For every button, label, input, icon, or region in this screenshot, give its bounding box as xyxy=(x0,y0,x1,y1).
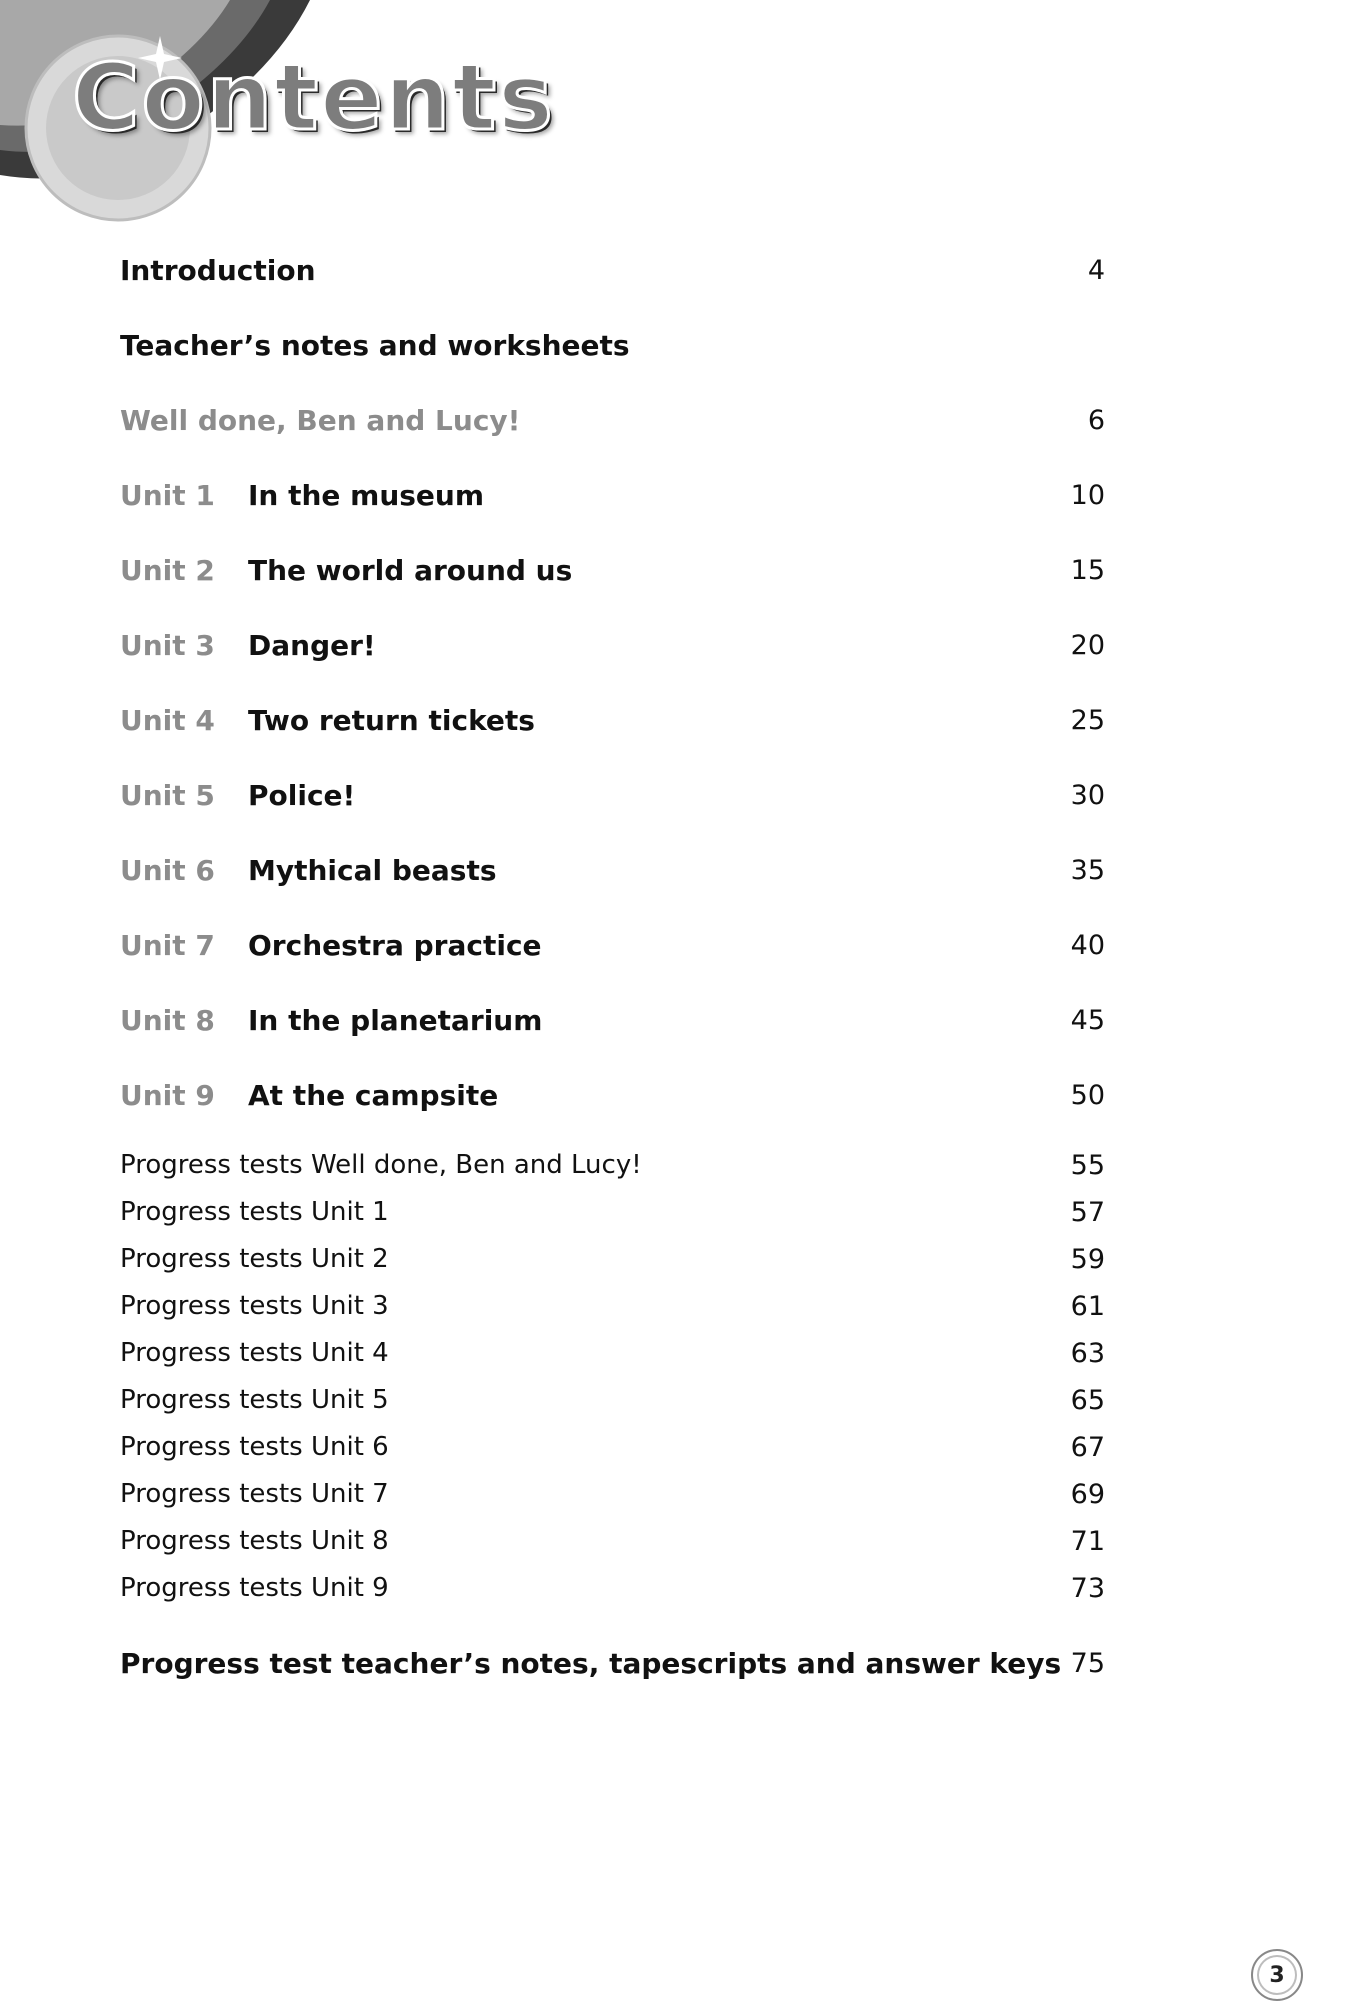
toc-entry-progress-test[interactable] xyxy=(120,1425,1105,1469)
entry-page: 15 xyxy=(1070,554,1105,586)
unit-title: In the museum xyxy=(248,478,485,512)
unit-number: Unit 9 xyxy=(120,1078,215,1112)
entry-label: Introduction xyxy=(120,253,316,287)
unit-title: Police! xyxy=(248,778,356,812)
unit-number: Unit 7 xyxy=(120,928,215,962)
entry-label: Progress tests Unit 6 xyxy=(120,1432,389,1462)
unit-title: Mythical beasts xyxy=(248,853,497,887)
toc-entry-progress-test[interactable] xyxy=(120,1143,1105,1187)
unit-number: Unit 3 xyxy=(120,628,215,662)
toc-entry-introduction[interactable] xyxy=(120,248,1105,292)
page-number-badge: 3 xyxy=(1251,1949,1303,2001)
entry-page: 69 xyxy=(1070,1478,1105,1510)
toc-entry-unit-4[interactable] xyxy=(120,698,1105,742)
unit-number: Unit 6 xyxy=(120,853,215,887)
entry-label: Progress tests Unit 8 xyxy=(120,1526,389,1556)
unit-title: At the campsite xyxy=(248,1078,499,1112)
unit-title: Danger! xyxy=(248,628,376,662)
entry-page: 75 xyxy=(1070,1647,1105,1679)
toc-entry-unit-2[interactable] xyxy=(120,548,1105,592)
unit-number: Unit 1 xyxy=(120,478,215,512)
toc-entry-progress-test[interactable] xyxy=(120,1472,1105,1516)
toc-entry-unit-3[interactable] xyxy=(120,623,1105,667)
entry-label: Progress tests Unit 2 xyxy=(120,1244,389,1274)
entry-page: 45 xyxy=(1070,1004,1105,1036)
unit-number: Unit 4 xyxy=(120,703,215,737)
entry-label: Progress tests Well done, Ben and Lucy! xyxy=(120,1150,642,1180)
toc-entry-well-done[interactable] xyxy=(120,398,1105,442)
entry-page: 10 xyxy=(1070,479,1105,511)
section-heading-label: Teacher’s notes and worksheets xyxy=(120,328,630,362)
unit-number: Unit 2 xyxy=(120,553,215,587)
toc-entry-progress-test[interactable] xyxy=(120,1284,1105,1328)
toc-entry-progress-test[interactable] xyxy=(120,1378,1105,1422)
entry-page: 59 xyxy=(1070,1243,1105,1275)
entry-page: 30 xyxy=(1070,779,1105,811)
unit-title: Two return tickets xyxy=(248,703,535,737)
entry-page: 25 xyxy=(1070,704,1105,736)
toc-entry-progress-test[interactable] xyxy=(120,1566,1105,1610)
toc-entry-progress-test[interactable] xyxy=(120,1331,1105,1375)
entry-label: Progress tests Unit 1 xyxy=(120,1197,389,1227)
page-title: Contents xyxy=(72,44,555,151)
unit-title: In the planetarium xyxy=(248,1003,543,1037)
entry-label: Well done, Ben and Lucy! xyxy=(120,403,521,437)
entry-page: 65 xyxy=(1070,1384,1105,1416)
entry-page: 35 xyxy=(1070,854,1105,886)
toc-entry-progress-test[interactable] xyxy=(120,1519,1105,1563)
toc-entry-unit-8[interactable] xyxy=(120,998,1105,1042)
entry-page: 50 xyxy=(1070,1079,1105,1111)
entry-label: Progress tests Unit 4 xyxy=(120,1338,389,1368)
entry-label: Progress tests Unit 3 xyxy=(120,1291,389,1321)
unit-title: Orchestra practice xyxy=(248,928,542,962)
toc-entry-progress-test[interactable] xyxy=(120,1237,1105,1281)
entry-page: 67 xyxy=(1070,1431,1105,1463)
entry-label: Progress tests Unit 9 xyxy=(120,1573,389,1603)
toc-entry-unit-9[interactable] xyxy=(120,1073,1105,1117)
unit-number: Unit 5 xyxy=(120,778,215,812)
entry-page: 55 xyxy=(1070,1149,1105,1181)
toc-entry-progress-test[interactable] xyxy=(120,1190,1105,1234)
toc-entry-unit-7[interactable] xyxy=(120,923,1105,967)
entry-page: 20 xyxy=(1070,629,1105,661)
entry-page: 61 xyxy=(1070,1290,1105,1322)
entry-page: 57 xyxy=(1070,1196,1105,1228)
entry-page: 73 xyxy=(1070,1572,1105,1604)
section-heading-teachers-notes xyxy=(120,323,1105,367)
toc-entry-unit-5[interactable] xyxy=(120,773,1105,817)
entry-page: 6 xyxy=(1087,404,1105,436)
entry-label: Progress tests Unit 5 xyxy=(120,1385,389,1415)
entry-page: 71 xyxy=(1070,1525,1105,1557)
toc-entry-progress-test-notes[interactable] xyxy=(120,1641,1105,1685)
toc-entry-unit-1[interactable] xyxy=(120,473,1105,517)
entry-label: Progress tests Unit 7 xyxy=(120,1479,389,1509)
entry-page: 40 xyxy=(1070,929,1105,961)
entry-page: 63 xyxy=(1070,1337,1105,1369)
entry-page: 4 xyxy=(1087,254,1105,286)
entry-label: Progress test teacher’s notes, tapescripts and answer keys xyxy=(120,1646,1062,1680)
unit-title: The world around us xyxy=(248,553,573,587)
toc-entry-unit-6[interactable] xyxy=(120,848,1105,892)
unit-number: Unit 8 xyxy=(120,1003,215,1037)
